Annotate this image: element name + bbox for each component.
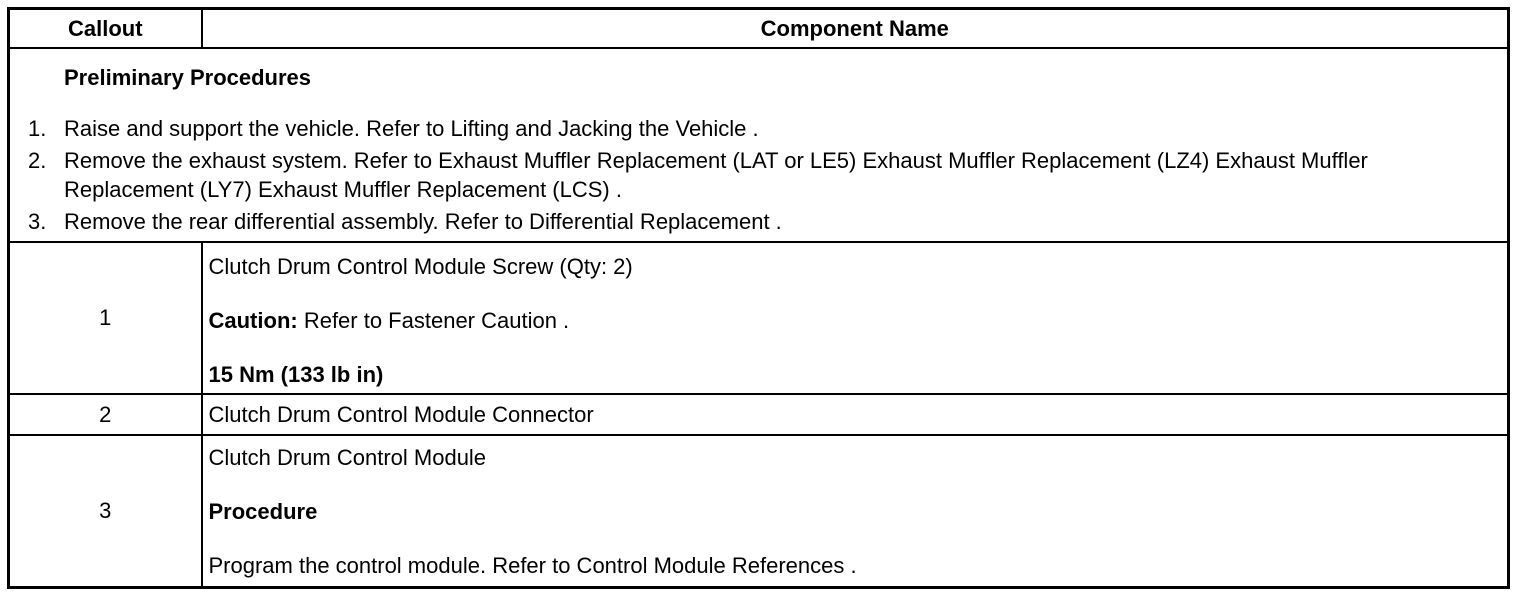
preliminary-title: Preliminary Procedures xyxy=(64,64,312,90)
step-text: Remove the exhaust system. Refer to Exhaust Muffler Replacement (LAT or LE5) Exhaust Muffler Replacement (LZ4) Exhaust Muffler Replacement (LY7) Exhaust Muffler Replacement (LCS) . xyxy=(64,147,1368,202)
callout-cell: 1 xyxy=(9,242,202,394)
component-name: Clutch Drum Control Module Connector xyxy=(208,401,594,427)
component-name: Clutch Drum Control Module Screw (Qty: 2) xyxy=(208,254,633,279)
procedure-table xyxy=(7,7,1510,589)
preliminary-row xyxy=(9,48,1509,242)
step-number: 2. xyxy=(28,147,47,173)
step-number: 1. xyxy=(28,115,47,141)
procedure-text: Program the control module. Refer to Control Module References . xyxy=(208,553,857,578)
step-item xyxy=(10,207,1507,236)
component-cell xyxy=(202,394,1509,435)
caution-text: Refer to Fastener Caution . xyxy=(297,308,570,333)
step-item xyxy=(10,146,1507,204)
step-text: Remove the rear differential assembly. Refer to Differential Replacement . xyxy=(64,208,782,234)
torque-spec: 15 Nm (133 lb in) xyxy=(208,362,384,387)
procedure-label: Procedure xyxy=(208,499,318,524)
table-row xyxy=(9,435,1509,588)
callout-header: Callout xyxy=(9,9,202,49)
step-item xyxy=(10,114,1507,143)
component-name-header: Component Name xyxy=(202,9,1509,49)
step-text: Raise and support the vehicle. Refer to Lifting and Jacking the Vehicle . xyxy=(64,115,759,141)
callout-cell: 2 xyxy=(9,394,202,435)
caution-label: Caution: xyxy=(208,308,298,333)
table-row xyxy=(9,242,1509,394)
component-name: Clutch Drum Control Module xyxy=(208,445,487,470)
caution-note xyxy=(209,307,1508,335)
table-row xyxy=(9,394,1509,435)
header-row xyxy=(9,9,1509,49)
component-cell xyxy=(202,435,1509,588)
preliminary-steps xyxy=(10,114,1507,236)
component-cell xyxy=(202,242,1509,394)
callout-cell: 3 xyxy=(9,435,202,588)
preliminary-cell xyxy=(9,48,1509,242)
step-number: 3. xyxy=(28,208,47,234)
